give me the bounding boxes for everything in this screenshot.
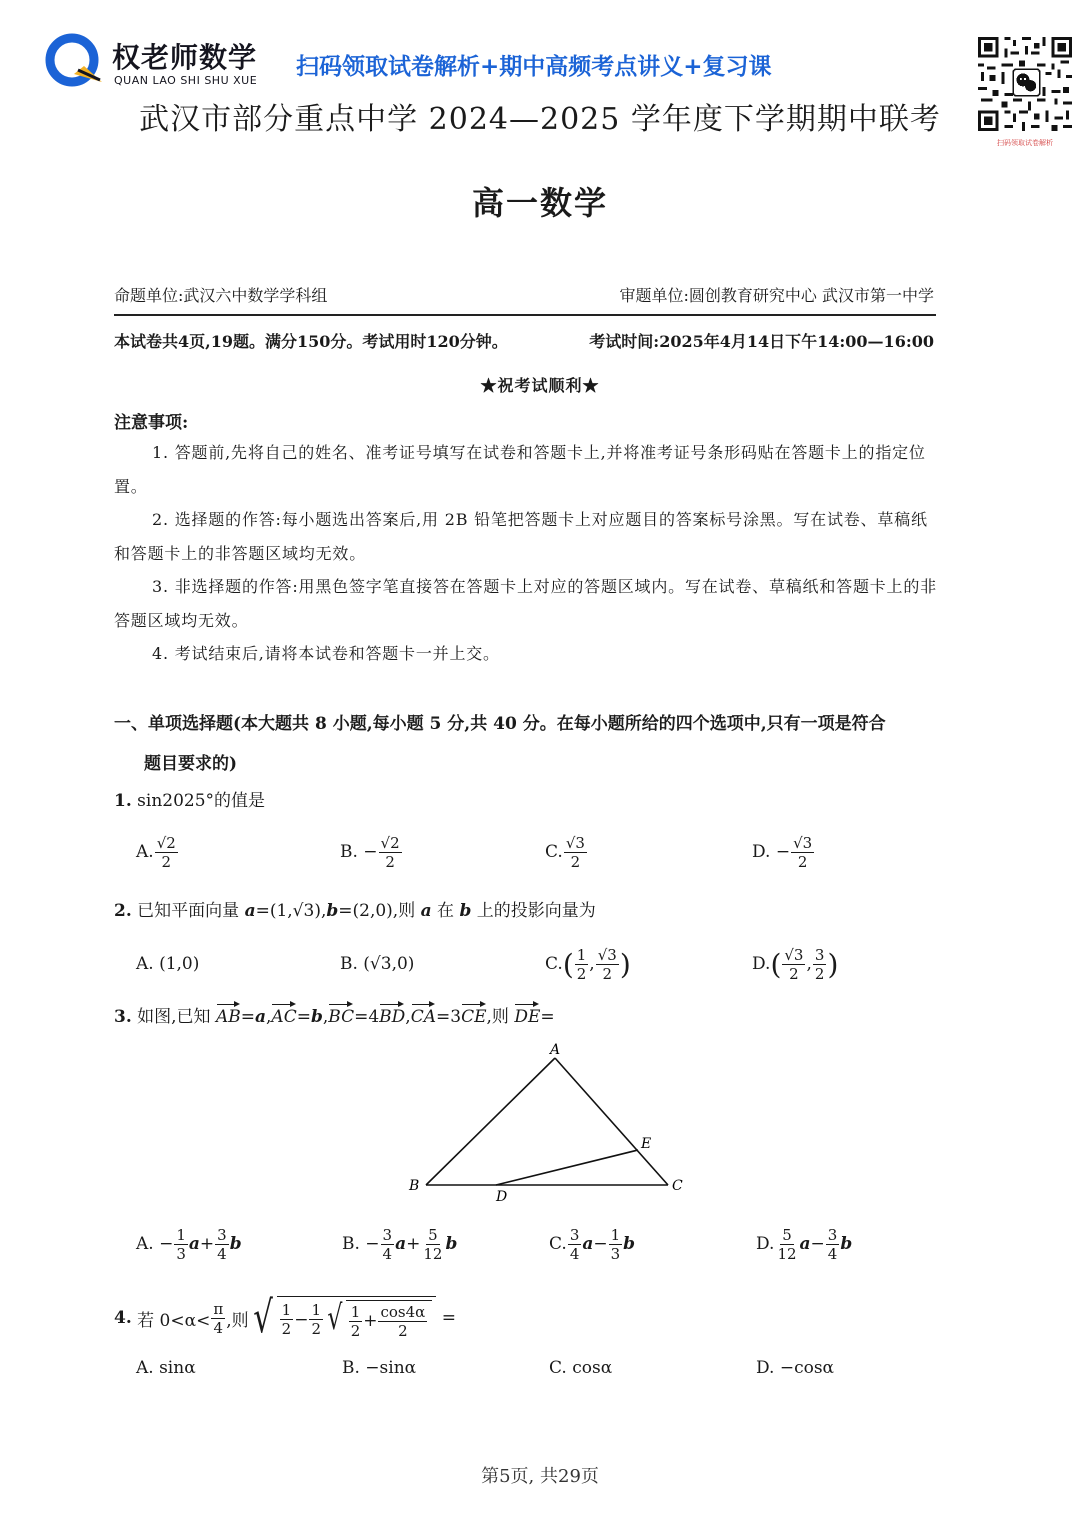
stem-text: 若 0<α< <box>137 1310 211 1331</box>
promo-banner[interactable]: 扫码领取试卷解析+期中高频考点讲义+复习课 <box>296 54 772 80</box>
question-number: 2. <box>114 901 132 921</box>
label-c: C <box>672 1178 683 1194</box>
stem-text: 如图,已知 <box>137 1007 211 1027</box>
question-number: 3. <box>114 1007 132 1027</box>
exam-info: 本试卷共4页,19题。满分150分。考试用时120分钟。 <box>114 332 508 351</box>
section-heading <box>114 704 944 784</box>
option-label: C. <box>545 842 563 862</box>
numerator: cos4α <box>380 1302 426 1321</box>
q4-option-c[interactable] <box>549 1346 612 1390</box>
operator: − <box>593 1234 608 1254</box>
note-item: 4. 考试结束后,请将本试卷和答题卡一并上交。 <box>152 644 500 663</box>
fraction <box>280 1301 294 1338</box>
option-label: D. − <box>752 842 791 862</box>
fraction <box>575 946 589 983</box>
denominator: 2 <box>570 852 581 871</box>
fraction <box>349 1303 363 1340</box>
vector-bd: BD <box>379 1007 406 1027</box>
radicand: $\frac{1}{2}$ + $\frac{\cos 4\alpha}{2}$ <box>346 1300 433 1340</box>
fraction <box>813 946 827 983</box>
question-number: 4. <box>114 1308 132 1328</box>
radical-sign: √ <box>327 1297 343 1338</box>
vector-ce: CE <box>461 1007 487 1027</box>
fraction <box>596 946 619 983</box>
numerator: 3 <box>827 1225 838 1244</box>
note-item: 1. 答题前,先将自己的姓名、准考证号填写在试卷和答题卡上,并将准考证号条形码贴在答题卡上的指定位置。 <box>114 443 926 496</box>
q1-option-b[interactable] <box>340 830 403 874</box>
numerator: 5 <box>428 1225 438 1244</box>
fraction <box>378 1303 427 1340</box>
denominator: 2 <box>350 1321 361 1340</box>
vector-b: b <box>229 1234 242 1254</box>
stem-text: =(1,√3), <box>255 901 327 921</box>
operator: + <box>199 1234 215 1254</box>
label-b: B <box>409 1178 420 1194</box>
exam-time: 考试时间:2025年4月14日下午14:00—16:00 <box>589 332 934 351</box>
q2-option-c[interactable]: C. ( $\frac{1}{2}$ , $\frac{√3}{2}$ ) <box>545 945 631 983</box>
vector-b: b <box>445 1234 458 1254</box>
label-d: D <box>496 1189 508 1205</box>
vector-a: a <box>582 1234 594 1254</box>
q2-option-d[interactable]: D. ( $\frac{√3}{2}$ , $\frac{3}{2}$ ) <box>752 945 839 983</box>
vector-a: a <box>799 1234 811 1254</box>
vector-ac: AC <box>271 1007 297 1027</box>
coefficient: 4 <box>368 1007 380 1027</box>
option-label: B. −sinα <box>342 1358 417 1378</box>
numerator: √3 <box>793 833 813 852</box>
segment-de <box>496 1150 638 1185</box>
denominator: 12 <box>423 1244 443 1263</box>
q4-option-b[interactable] <box>342 1346 416 1390</box>
brand-pinyin: QUAN LAO SHI SHU XUE <box>114 74 258 87</box>
vector-a: a <box>395 1234 407 1254</box>
q2-option-b[interactable] <box>340 942 414 986</box>
denominator: 2 <box>281 1320 292 1338</box>
q3-option-c[interactable] <box>549 1222 635 1266</box>
option-label: C. <box>549 1234 567 1254</box>
option-label: A. − <box>136 1234 174 1254</box>
stem-text: =(2,0),则 <box>338 901 416 921</box>
vector-a: a <box>244 901 256 921</box>
fraction <box>381 1226 395 1263</box>
subject-title: 高一数学 <box>471 184 608 222</box>
radical-inner <box>324 1297 432 1340</box>
vector-ab: AB <box>215 1007 241 1027</box>
label-a: A <box>550 1042 561 1058</box>
fraction <box>155 834 178 871</box>
numerator: √2 <box>380 833 400 852</box>
paren: ) <box>827 947 839 981</box>
numerator: √3 <box>565 833 585 852</box>
section-heading-line1: 一、单项选择题(本大题共 8 小题,每小题 5 分,共 40 分。在每小题所给的四个选项中,只有一项是符合 <box>114 714 886 734</box>
operator: + <box>406 1234 421 1254</box>
vector-b: b <box>623 1234 636 1254</box>
q2-option-a[interactable] <box>136 942 199 986</box>
denominator: 4 <box>382 1244 393 1263</box>
numerator: π <box>213 1299 224 1318</box>
radicand: $\frac{1}{2}$ − $\frac{1}{2}$ √ $\frac{1}{2}$ + $\frac{\cos 4\alpha}{2}$ <box>277 1296 437 1340</box>
vector-bc: BC <box>328 1007 355 1027</box>
numerator: √3 <box>784 945 804 964</box>
denominator: 12 <box>777 1244 797 1263</box>
numerator: 1 <box>281 1301 292 1319</box>
fraction <box>782 946 805 983</box>
q1-option-a[interactable] <box>136 830 179 874</box>
setter-unit: 命题单位:武汉六中数学学科组 <box>114 286 328 305</box>
numerator: 3 <box>569 1225 580 1244</box>
option-label: D. <box>756 1234 775 1254</box>
vector-b: b <box>326 901 339 921</box>
numerator: 3 <box>382 1225 393 1244</box>
stem-text: ,则 <box>226 1310 249 1331</box>
numerator: 3 <box>814 945 825 964</box>
q3-option-d[interactable] <box>756 1222 852 1266</box>
vector-a: a <box>188 1234 200 1254</box>
good-luck-line: ★祝考试顺利★ <box>480 376 600 395</box>
paren: ( <box>562 947 574 981</box>
notes-heading: 注意事项: <box>114 413 189 433</box>
vector-b: b <box>459 901 472 921</box>
denominator: 3 <box>610 1244 621 1263</box>
denominator: 2 <box>398 1321 408 1340</box>
q1-option-c[interactable] <box>545 830 588 874</box>
option-label: B. − <box>342 1234 380 1254</box>
triangle-figure <box>400 1038 700 1208</box>
denominator: 4 <box>217 1244 227 1263</box>
stem-text: 在 <box>437 901 455 921</box>
reviewer-unit: 审题单位:圆创教育研究中心 武汉市第一中学 <box>619 286 934 305</box>
vector-ca: CA <box>410 1007 436 1027</box>
logo-q-icon <box>44 30 106 92</box>
fraction <box>215 1226 229 1263</box>
fraction <box>791 834 814 871</box>
vector-b: b <box>840 1234 853 1254</box>
label-e: E <box>641 1136 652 1152</box>
fraction <box>775 1226 798 1263</box>
fraction <box>211 1300 225 1337</box>
vector-de: DE <box>514 1007 541 1027</box>
option-label: D. −cosα <box>756 1358 835 1378</box>
q4-option-d[interactable] <box>756 1346 834 1390</box>
option-label: D. <box>752 954 771 974</box>
numerator: √2 <box>156 833 176 852</box>
numerator: 1 <box>311 1301 322 1319</box>
numerator: 1 <box>576 945 587 964</box>
fraction <box>609 1226 623 1263</box>
paren: ) <box>619 947 631 981</box>
stem-text: 已知平面向量 <box>137 901 240 921</box>
option-label: B. (√3,0) <box>340 954 415 974</box>
numerator: 1 <box>176 1225 186 1244</box>
denominator: 2 <box>797 852 808 871</box>
exam-title: 武汉市部分重点中学 2024—2025 学年度下学期期中联考 <box>139 102 941 137</box>
fraction <box>826 1226 840 1263</box>
denominator: 2 <box>576 964 587 983</box>
question-2 <box>114 896 596 921</box>
question-number: 1. <box>114 791 132 811</box>
stem-text: 上的投影向量为 <box>476 901 596 921</box>
brand-name: 权老师数学 <box>112 41 258 74</box>
q3-option-b[interactable] <box>342 1222 457 1266</box>
option-label: C. cosα <box>549 1358 613 1378</box>
question-3: 3. 如图,已知 AB=a,AC=b,BC=4BD,CA=3CE,则 DE= <box>114 1007 555 1027</box>
qr-caption: 扫码领取试卷解析 <box>997 139 1053 147</box>
denominator: 4 <box>827 1244 838 1263</box>
operator: − <box>810 1234 825 1254</box>
note-item: 3. 非选择题的作答:用黑色签字笔直接答在答题卡上对应的答题区域内。写在试卷、草稿纸和答题卡上的非答题区域均无效。 <box>114 577 937 630</box>
denominator: 2 <box>789 964 799 983</box>
page-footer: 第5页, 共29页 <box>481 1466 599 1487</box>
numerator: 5 <box>782 1225 792 1244</box>
denominator: 2 <box>311 1320 322 1338</box>
numerator: 3 <box>217 1225 227 1244</box>
stem-text: ,则 <box>486 1007 509 1027</box>
vector-b: b <box>310 1007 323 1027</box>
q4-option-a[interactable] <box>136 1346 196 1390</box>
coefficient: 3 <box>450 1007 462 1027</box>
header-rule <box>114 314 936 316</box>
fraction <box>379 834 402 871</box>
question-4: 4. 若 0<α< $\frac{\pi}{4}$ ,则 √ $\frac{1}{2}$ − $\frac{1}{2}$ √ $\frac{1}{2}$ + $\frac{\cos 4\alpha}{2}$ = <box>114 1292 456 1343</box>
option-label: B. − <box>340 842 378 862</box>
note-item: 2. 选择题的作答:每小题选出答案后,用 2B 铅笔把答题卡上对应题目的答案标号涂黑。写在试卷、草稿纸和答题卡上的非答题区域均无效。 <box>114 510 928 563</box>
denominator: 4 <box>213 1318 224 1337</box>
numerator: √3 <box>597 945 617 964</box>
vector-a: a <box>255 1007 267 1027</box>
fraction <box>309 1301 323 1338</box>
radical-sign: √ <box>252 1292 273 1343</box>
question-stem: sin2025°的值是 <box>137 791 266 811</box>
fraction <box>568 1226 582 1263</box>
option-label: A. sinα <box>136 1358 196 1378</box>
denominator: 2 <box>385 852 395 871</box>
numerator: 1 <box>610 1225 621 1244</box>
notes-list <box>114 436 940 671</box>
denominator: 4 <box>569 1244 580 1263</box>
denominator: 3 <box>176 1244 186 1263</box>
question-1 <box>114 786 265 811</box>
paren: ( <box>770 947 782 981</box>
fraction <box>174 1226 188 1263</box>
fraction <box>564 834 587 871</box>
option-label: A. <box>136 842 154 862</box>
denominator: 2 <box>814 964 825 983</box>
fraction <box>421 1226 444 1263</box>
side-ab <box>426 1058 555 1185</box>
option-label: A. (1,0) <box>136 954 200 974</box>
denominator: 2 <box>602 964 613 983</box>
q3-option-a[interactable] <box>136 1222 242 1266</box>
numerator: 1 <box>350 1302 361 1321</box>
denominator: 2 <box>161 852 172 871</box>
q1-option-d[interactable] <box>752 830 815 874</box>
vector-a: a <box>420 901 432 921</box>
option-label: C. <box>545 954 563 974</box>
section-heading-line2: 题目要求的) <box>144 754 238 774</box>
